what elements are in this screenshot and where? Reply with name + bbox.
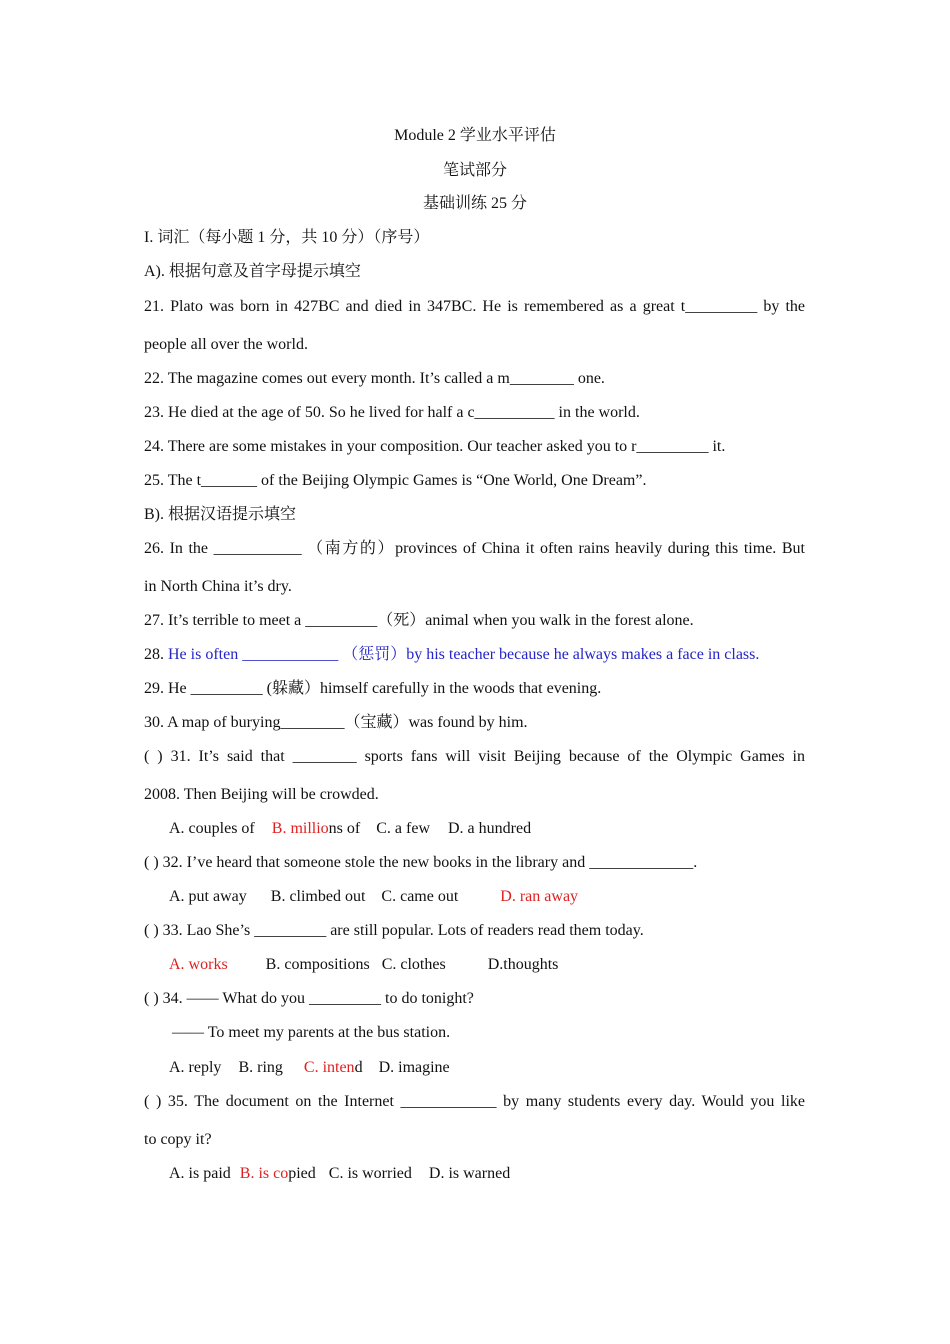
option-c-answer: C. inten <box>303 1059 355 1076</box>
q33-line1: ( ) 33. Lao She’s _________ are still popular. Lots of readers read them today. <box>144 922 644 939</box>
q27: 27. It’s terrible to meet a _________（死）animal when you walk in the forest alone. <box>144 612 694 629</box>
q34-line1: ( ) 34. —— What do you _________ to do tonight? <box>144 990 474 1007</box>
q34-line2: —— To meet my parents at the bus station. <box>172 1024 451 1041</box>
option-b: B. compositions <box>265 956 370 973</box>
q28 <box>144 645 759 665</box>
option-b-rest: pied <box>288 1165 316 1182</box>
option-c: C. is worried <box>328 1165 412 1182</box>
option-c: C. clothes <box>381 956 446 973</box>
q32-line1: ( ) 32. I’ve heard that someone stole the new books in the library and _____________. <box>144 854 698 871</box>
q26-line2: in North China it’s dry. <box>144 578 292 595</box>
q35-line2: to copy it? <box>144 1131 212 1148</box>
q28-highlighted-text: He is often ____________ （惩罚）by his teacher because he always makes a face in class. <box>168 646 760 663</box>
q35-line1: ( ) 35. The document on the Internet ____________ by many students every day. Would you like <box>144 1093 805 1110</box>
option-d: D. a hundred <box>448 820 532 837</box>
q31-line2: 2008. Then Beijing will be crowded. <box>144 786 379 803</box>
option-b-rest: ns of <box>328 820 361 837</box>
option-a: A. reply <box>169 1059 222 1076</box>
option-a: A. is paid <box>169 1165 231 1182</box>
q22: 22. The magazine comes out every month. It’s called a m________ one. <box>144 370 605 387</box>
part1-heading: I. 词汇（每小题 1 分，共 10 分）（序号） <box>144 229 430 246</box>
option-a-answer: A. works <box>169 956 228 973</box>
page-title: Module 2 学业水平评估 <box>394 127 556 144</box>
option-d: D.thoughts <box>487 956 559 973</box>
option-a: A. put away <box>169 888 247 905</box>
q24: 24. There are some mistakes in your composition. Our teacher asked you to r_________ it. <box>144 438 726 455</box>
part1-sub-b: B). 根据汉语提示填空 <box>144 506 297 523</box>
q21-line1: 21. Plato was born in 427BC and died in 347BC. He is remembered as a great t_________ by the <box>144 298 805 315</box>
option-c: C. came out <box>381 888 459 905</box>
q30: 30. A map of burying________（宝藏）was found by him. <box>144 714 528 731</box>
q23: 23. He died at the age of 50. So he lived for half a c__________ in the world. <box>144 404 640 421</box>
q34-options <box>169 1058 450 1078</box>
option-d-answer: D. ran away <box>500 888 579 905</box>
q26-line1: 26. In the ___________ （南方的）provinces of China it often rains heavily during this time. But <box>144 540 805 557</box>
option-a: A. couples of <box>169 820 255 837</box>
page-subtitle: 笔试部分 <box>442 162 507 179</box>
option-c-rest: d <box>354 1059 363 1076</box>
q25: 25. The t_______ of the Beijing Olympic Games is “One World, One Dream”. <box>144 472 647 489</box>
q35-options <box>169 1164 510 1184</box>
option-d: D. is warned <box>428 1165 511 1182</box>
option-c: C. a few <box>376 820 430 837</box>
option-b-answer: B. is co <box>239 1165 289 1182</box>
q28-number: 28. <box>144 646 168 663</box>
q32-options <box>169 887 578 907</box>
q29: 29. He _________ (躲藏）himself carefully in the woods that evening. <box>144 680 602 697</box>
q31-options <box>169 819 531 839</box>
q31-line1: ( ) 31. It’s said that ________ sports fans will visit Beijing because of the Olympic Games in <box>144 748 805 765</box>
q33-options <box>169 955 558 975</box>
section-heading: 基础训练 25 分 <box>422 195 527 212</box>
option-b-answer: B. millio <box>271 820 329 837</box>
option-b: B. climbed out <box>270 888 366 905</box>
option-b: B. ring <box>238 1059 283 1076</box>
option-d: D. imagine <box>378 1059 450 1076</box>
part1-sub-a: A). 根据句意及首字母提示填空 <box>144 263 361 280</box>
q21-line2: people all over the world. <box>144 336 308 353</box>
